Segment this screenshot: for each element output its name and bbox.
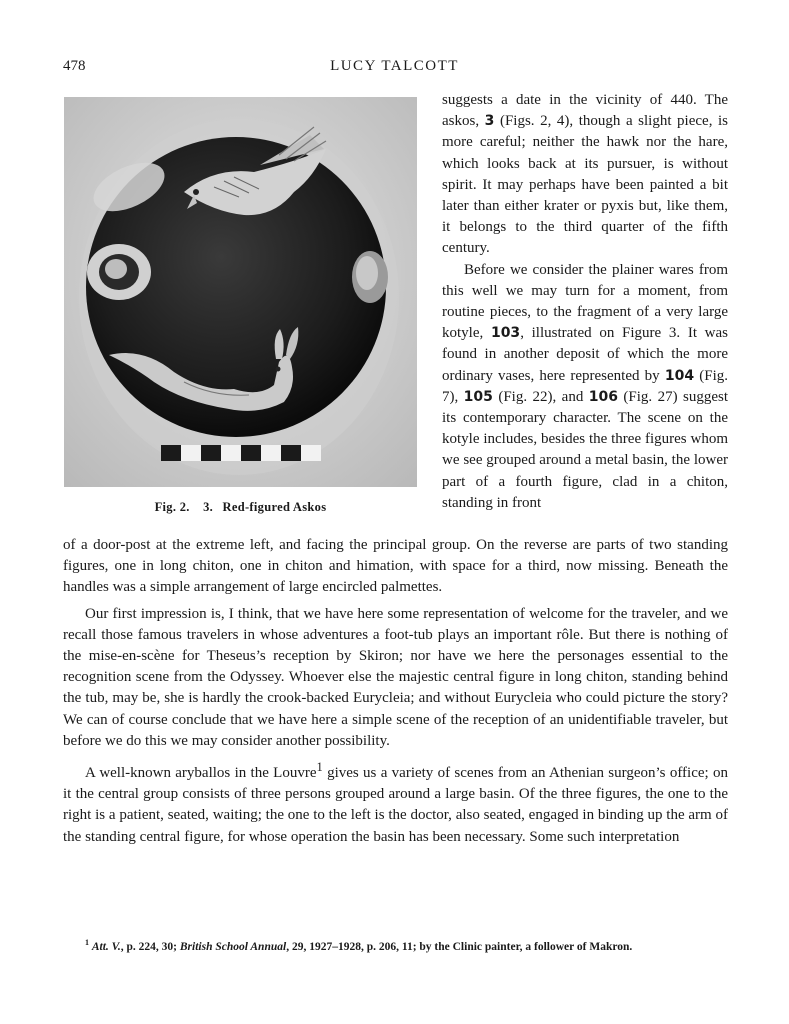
paragraph-aryballos: A well-known aryballos in the Louvre$^1$ gives us a variety of scenes from an Athenian surgeon’s office; on it the central group consists of three persons grouped around a large basin. Of the three figures, the one to the right is a patient, seated, waiting; the one to the left is the doctor, also seated, engaged in binding up the arm of the standing central figure, for whose operation the basin has been necessary. Some such interpretation — [63, 760, 729, 845]
main-text-column — [63, 535, 728, 848]
running-head: LUCY TALCOTT — [330, 58, 459, 74]
figure-caption — [64, 500, 417, 515]
footnote: $^1$ Att. V., p. 224, 30; British School Annual, 29, 1927–1928, p. 206, 11; by the Clinic painter, a follower of Makron. — [85, 938, 633, 953]
catalogue-number-103: 103 — [490, 325, 521, 342]
catalogue-number-106: 106 — [588, 388, 618, 405]
caption-title: Red-figured Askos — [222, 500, 327, 514]
footnote-source-att: Att. V. — [91, 940, 121, 953]
catalogue-number-105: 105 — [463, 388, 493, 405]
footnote-marker: 1 — [85, 938, 89, 947]
paragraph-impression: Our first impression is, I think, that we have here some representation of welcome for the traveler, and we recall those famous travelers in whose adventures a foot-tub plays an important rôle. But there is nothing of the mise-en-scène for Theseus’s reception by Skiron; nor have we here the personages essential to the recognition scene from the Odyssey. Whoever else the majestic central figure in long chiton, standing behind the tub, may be, she is hardly the crook-backed Eurycleia; and without Eurycleia who could picture the story? We can of course conclude that we have here a simple scene of the reception of an unidentifiable traveler, but before we do this we may consider another possibility. — [63, 605, 728, 749]
paragraph-continuation: of a door-post at the extreme left, and facing the principal group. On the reverse are parts of two standing figures, one in long chiton, one in chiton and himation, with space for a third, now missing. Beneath the handles was a simple arrangement of large encircled palmettes. — [63, 537, 728, 596]
page-header — [63, 58, 726, 78]
paragraph-date: suggests a date in the vicinity of 440. The askos, 3 (Figs. 2, 4), though a slight piece, is more careful; neither the hawk nor the hare, which looks back at its pursuer, is without spirit. It may perhaps have been painted a bit later than either krater or pyxis but, like them, it belongs to the third quarter of the fifth century. — [442, 92, 729, 257]
footnote-reference[interactable]: 1 — [316, 760, 323, 775]
catalogue-number-104: 104 — [664, 367, 695, 384]
page-number: 478 — [63, 58, 86, 74]
askos-photograph — [64, 97, 417, 487]
caption-label: Fig. 2. — [154, 500, 190, 514]
caption-number: 3. — [203, 500, 214, 514]
figure-askos — [64, 97, 417, 487]
catalogue-number-3: 3 — [484, 113, 495, 130]
paragraph-kotyle: Before we consider the plainer wares from this well we may turn for a moment, from routine pieces, to the fragment of a very large kotyle, 103, illustrated on Figure 3. It was found in another deposit of which the more ordinary vases, here represented by 104 (Fig. 7), 105 (Fig. 22), and 106 (Fig. 27) suggest its contemporary character. The scene on the kotyle includes, besides the three figures whom we see grouped around a metal basin, the lower part of a fourth figure, clad in a chiton, standing in front — [442, 261, 729, 511]
side-text-column — [442, 90, 728, 514]
footnote-source-bsa: British School Annual — [179, 940, 287, 953]
